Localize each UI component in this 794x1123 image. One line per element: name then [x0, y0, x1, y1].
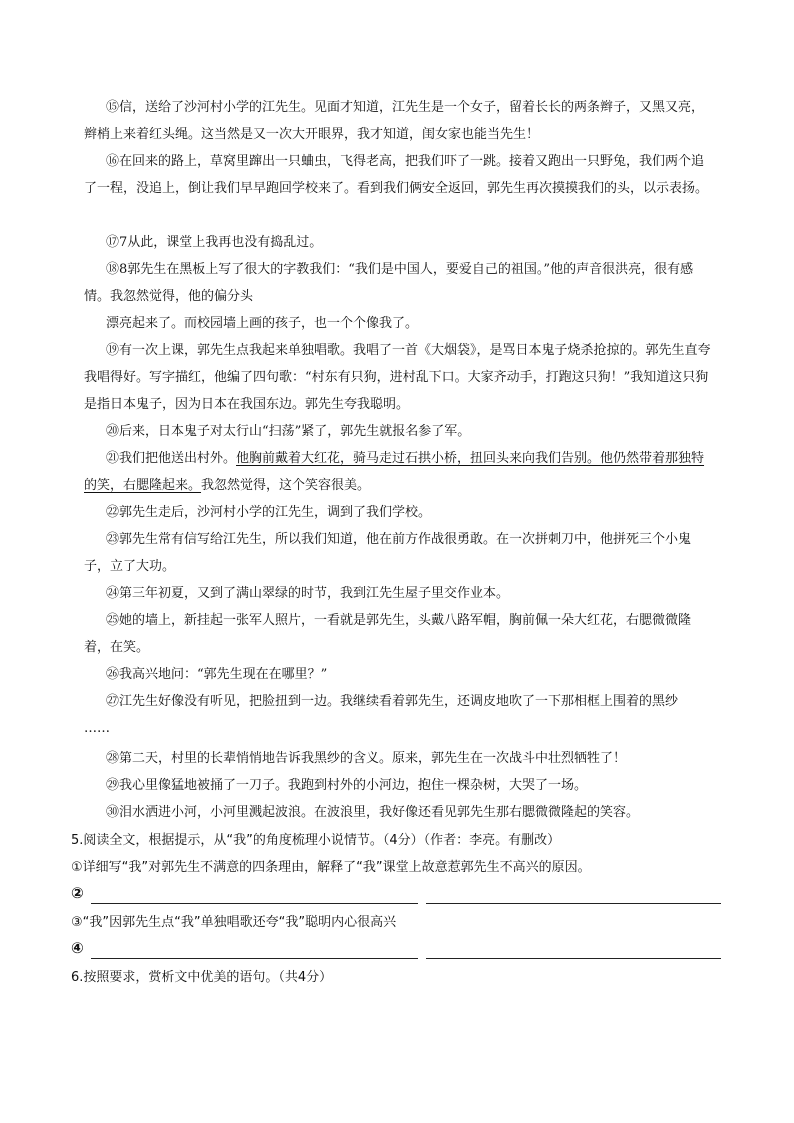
- answer-line[interactable]: [426, 958, 721, 959]
- question-6-title: 6.按照要求，赏析文中优美的语句。（共4分）: [71, 970, 333, 985]
- paragraph-26: ㉖我高兴地问：“郭先生现在在哪里？”: [106, 667, 328, 682]
- question-5-item-2: [71, 884, 731, 906]
- question-5-title: 5.阅读全文，根据提示，从“我”的角度梳理小说情节。（4分）（作者：李亮。有删改）: [71, 833, 561, 848]
- item-4-number: ④: [71, 939, 84, 957]
- paragraph-23: ㉓郭先生常有信写给江先生，所以我们知道，他在前方作战很勇敢。在一次拼刺刀中，他拼死三个小鬼子，立了大功。: [84, 532, 692, 574]
- paragraph-16: ⑯在回来的路上，草窝里蹿出一只蛐虫，飞得老高，把我们吓了一跳。接着又跑出一只野兔，我们两个追了一程，没追上，倒让我们早早跑回学校来了。看到我们俩安全返回，郭先生再次摸摸我们的头，以示表扬。: [84, 154, 709, 196]
- paragraph-30: ㉚泪水洒进小河，小河里溅起波浪。在波浪里，我好像还看见郭先生那右腮微微隆起的笑容。: [106, 805, 640, 820]
- paragraph-27: ㉗江先生好像没有听见，把脸扭到一边。我继续看着郭先生，还调皮地吹了一下那相框上围着的黑纱: [106, 694, 679, 709]
- paragraph-24: ㉔第三年初夏，又到了满山翠绿的时节，我到江先生屋子里交作业本。: [106, 586, 510, 601]
- paragraph-21-tail: 我忽然觉得，这个笑容很美。: [201, 478, 371, 493]
- paragraph-18: ⑱8郭先生在黑板上写了很大的字教我们：“我们是中国人，要爱自己的祖国。”他的声音很洪亮，很有感情。我忽然觉得，他的偏分头: [84, 262, 694, 304]
- question-5-item-3: ③“我”因郭先生点“我”单独唱歌还夸“我”聪明内心很高兴: [71, 915, 397, 930]
- paragraph-18-continued: 漂亮起来了。而校园墙上画的孩子，也一个个像我了。: [106, 316, 419, 331]
- paragraph-21: [84, 445, 716, 499]
- question-5-item-1: ①详细写“我”对郭先生不满意的四条理由，解释了“我”课堂上故意惹郭先生不高兴的原因。: [71, 860, 591, 875]
- paragraph-19: ⑲有一次上课，郭先生点我起来单独唱歌。我唱了一首《大烟袋》，是骂日本鬼子烧杀抢掠的。郭先生直夸我唱得好。写字描红，他编了四句歌：“村东有只狗，进村乱下口。大家齐动手，打跑这只狗！”我知道这只狗是指日本鬼子，因为日本在我国东边。郭先生夸我聪明。: [84, 343, 711, 412]
- paragraph-15: ⑮信，送给了沙河村小学的江先生。见面才知道，江先生是一个女子，留着长长的两条辫子，又黑又亮，辫梢上来着红头绳。这当然是又一次大开眼界，我才知道，闺女家也能当先生！: [84, 100, 705, 142]
- answer-line[interactable]: [426, 903, 721, 904]
- underlined-sentence: 他胸前戴着大红花，骑马走过石拱小桥，扭回头来向我们告别。他仍然带着那独特的笑，右腮隆起来。: [84, 451, 705, 493]
- answer-line[interactable]: [91, 958, 418, 959]
- question-5-item-4: [71, 939, 731, 961]
- paragraph-25: ㉕她的墙上，新挂起一张军人照片，一看就是郭先生，头戴八路军帽，胸前佩一朵大红花，右腮微微隆着，在笑。: [84, 613, 692, 655]
- paragraph-22: ㉒郭先生走后，沙河村小学的江先生，调到了我们学校。: [106, 505, 432, 520]
- paragraph-27-ellipsis: ……: [84, 721, 110, 736]
- paragraph-29: ㉙我心里像猛地被捅了一刀子。我跑到村外的小河边，抱住一棵杂树，大哭了一场。: [106, 778, 588, 793]
- paragraph-21-lead: ㉑我们把他送出村外。: [106, 451, 237, 466]
- answer-line[interactable]: [91, 903, 418, 904]
- paragraph-28: ㉘第二天，村里的长辈悄悄地告诉我黑纱的含义。原来，郭先生在一次战斗中壮烈牺牲了！: [106, 751, 627, 766]
- item-2-number: ②: [71, 884, 84, 902]
- paragraph-20: ⑳后来，日本鬼子对太行山“扫荡”紧了，郭先生就报名参了军。: [106, 424, 471, 439]
- paragraph-17: ⑰7从此，课堂上我再也没有捣乱过。: [106, 235, 323, 250]
